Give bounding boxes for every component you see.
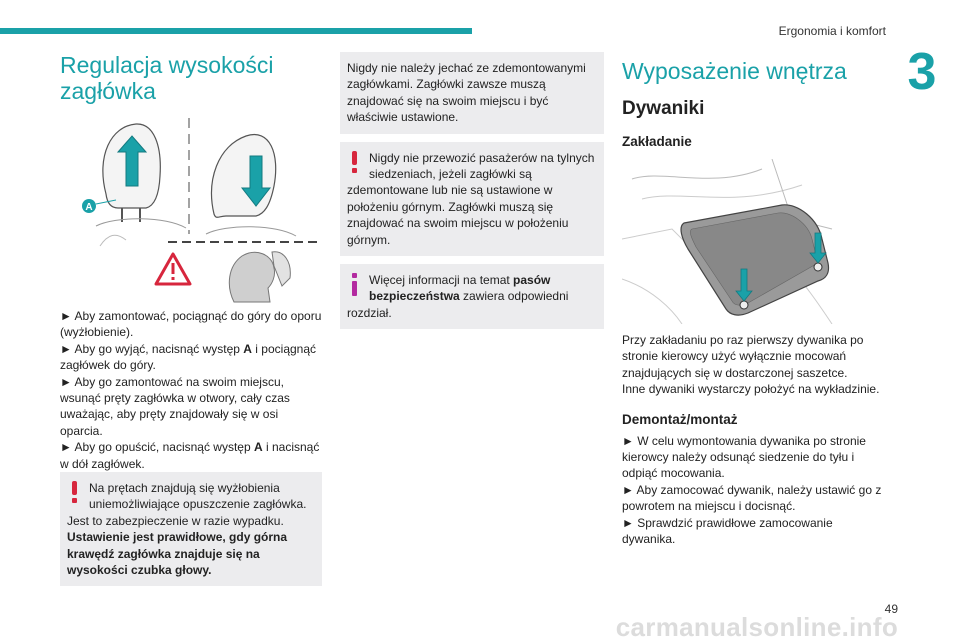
- headrest-title: Regulacja wysokości zagłówka: [60, 52, 274, 104]
- step-1: ► Aby zamontować, pociągnąć do góry do oporu (wyżłobienie).: [60, 309, 322, 340]
- floor-mats-heading: Dywaniki: [622, 98, 705, 119]
- step-3: ► Aby go zamontować na swoim miejscu, wsunąć pręty zagłówka w otwory, cały czas uważając, aby pręty znajdowały się w osi oparcia.: [60, 374, 290, 438]
- warning-box-passengers: Nigdy nie przewozić pasażerów na tylnych siedzeniach, jeżeli zagłówki są zdemontowane lub nie są ustawione w położeniu górnym. Zagłówki muszą się znajdować na swoim miejscu w położeniu górnym.: [340, 142, 604, 256]
- fitting-heading: Zakładanie: [622, 134, 692, 149]
- headrest-down-shape: [212, 135, 276, 218]
- fitting-para-2: Inne dywaniki wystarczy położyć na wykładzinie.: [622, 382, 880, 397]
- removal-step-3: ► Sprawdzić prawidłowe zamocowanie dywanika.: [622, 515, 833, 547]
- column-headrest: [60, 52, 322, 578]
- headrest-steps: [60, 308, 324, 472]
- column-interior: [622, 52, 884, 547]
- callout-a-label: A: [85, 202, 93, 213]
- fixing-point-1: [740, 301, 748, 309]
- fixing-point-2: [814, 263, 822, 271]
- removal-step-1: ► W celu wymontowania dywanika po stronie kierowcy należy odsunąć siedzenie do tyłu i odpiąć mocowania.: [622, 433, 866, 481]
- info-box-seatbelts: Więcej informacji na temat pasów bezpieczeństwa zawiera odpowiedni rozdział.: [340, 264, 604, 329]
- removal-heading: Demontaż/montaż: [622, 411, 738, 427]
- info-icon: [347, 272, 369, 302]
- step-2: ► Aby go wyjąć, nacisnąć występ A i pociągnąć zagłówek do góry.: [60, 341, 317, 373]
- header-accent-bar: [0, 28, 472, 34]
- head-silhouette: [229, 252, 274, 302]
- chapter-number: 3: [907, 43, 937, 101]
- warning-exclamation-icon: [347, 150, 369, 180]
- floor-mat-illustration: [622, 159, 842, 324]
- step-4: ► Aby go opuścić, nacisnąć występ A i nacisnąć w dół zagłówek.: [60, 440, 320, 471]
- interior-title: Wyposażenie wnętrza: [622, 58, 847, 84]
- page-number: 49: [884, 602, 898, 616]
- section-title: Ergonomia i komfort: [778, 24, 886, 38]
- warning-box-headrest: Na prętach znajdują się wyżłobienia uniemożliwiające opuszczenie zagłówka. Jest to zabezpieczenie w razie wypadku. Ustawienie jest prawidłowe, gdy górna krawędź zagłówka znajduje się na wysokości czubka głowy.: [60, 472, 322, 586]
- fitting-para-1: Przy zakładaniu po raz pierwszy dywanika po stronie kierowcy użyć wyłącznie mocowań znajdujących się w dostarczonej saszetce.: [622, 333, 864, 380]
- removal-step-2: ► Aby zamocować dywanik, należy ustawić go z powrotem na miejscu i docisnąć.: [622, 482, 882, 514]
- warning-box-no-headrests: Nigdy nie należy jechać ze zdemontowanymi zagłówkami. Zagłówki zawsze muszą znajdować się na swoim miejscu i być właściwie ustawione.: [340, 52, 604, 134]
- warning-exclamation-icon: [67, 480, 89, 510]
- watermark: carmanualsonline.info: [615, 612, 898, 642]
- headrest-illustration: [56, 116, 322, 306]
- column-notes: [340, 52, 605, 329]
